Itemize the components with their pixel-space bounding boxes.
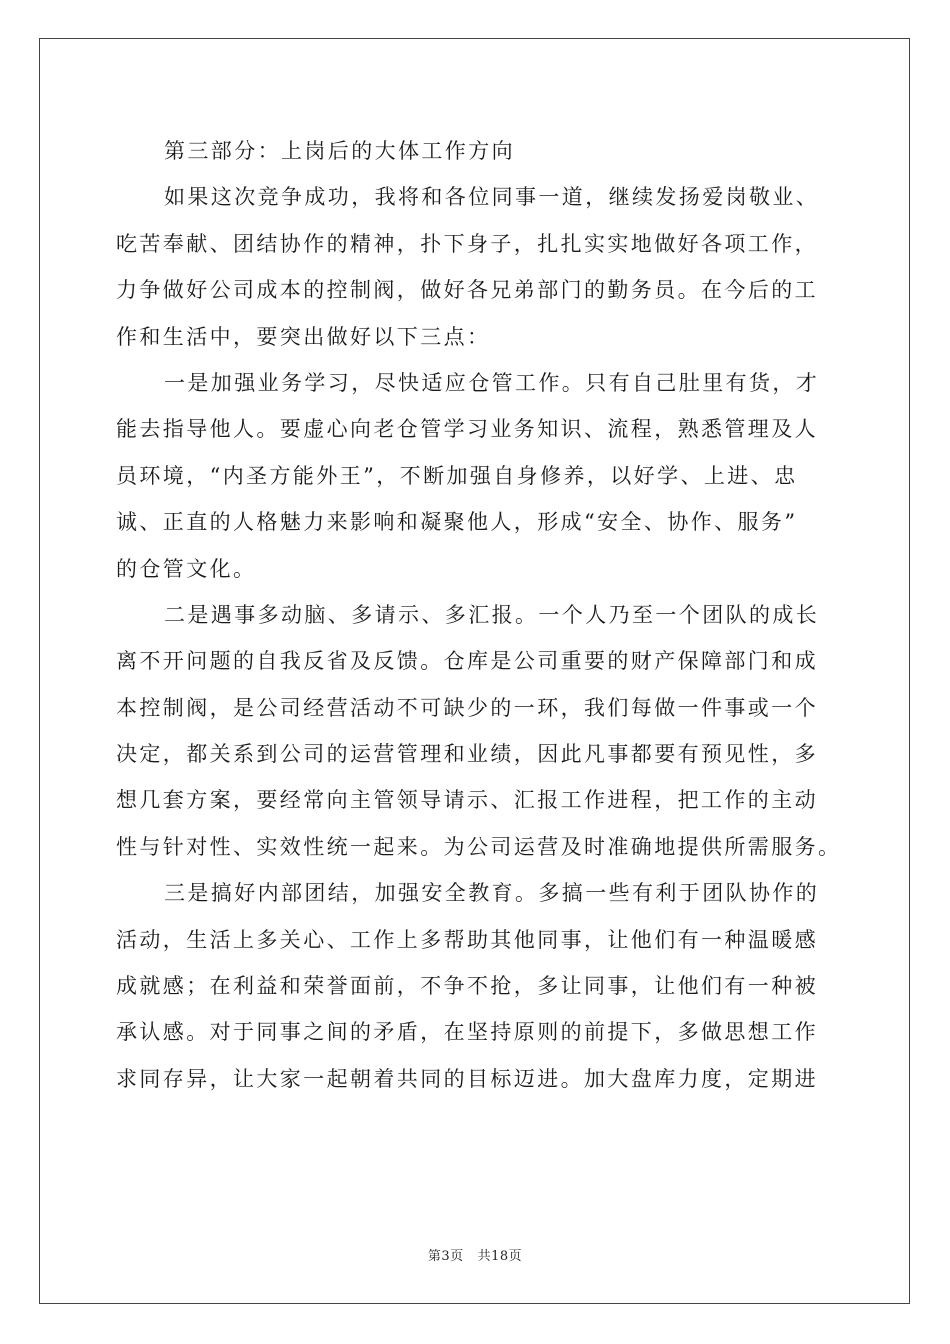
text-line: 的仓管文化。 [116, 556, 257, 581]
text-line: 想几套方案，要经常向主管领导请示、汇报工作进程，把工作的主动 [116, 788, 818, 813]
text-line: 三是搞好内部团结，加强安全教育。多搞一些有利于团队协作的 [164, 881, 820, 906]
text-line: 员环境，“内圣方能外王”，不断加强自身修养，以好学、上进、忠 [116, 463, 798, 488]
text-line: 求同存异，让大家一起朝着共同的目标迈进。加大盘库力度，定期进 [116, 1066, 818, 1091]
text-line: 承认感。对于同事之间的矛盾，在坚持原则的前提下，多做思想工作 [116, 1020, 818, 1045]
page-footer [0, 1245, 950, 1264]
text-line: 决定，都关系到公司的运营管理和业绩，因此凡事都要有预见性，多 [116, 742, 818, 767]
text-line: 离不开问题的自我反省及反馈。仓库是公司重要的财产保障部门和成 [116, 649, 818, 674]
text-line: 二是遇事多动脑、多请示、多汇报。一个人乃至一个团队的成长 [164, 602, 820, 627]
text-line: 性与针对性、实效性统一起来。为公司运营及时准确地提供所需服务。 [116, 834, 842, 859]
page-number: 第3页 [427, 1249, 464, 1264]
text-line: 力争做好公司成本的控制阀，做好各兄弟部门的勤务员。在今后的工 [116, 278, 818, 303]
text-line: 如果这次竞争成功，我将和各位同事一道，继续发扬爱岗敬业、 [164, 185, 820, 210]
text-line: 成就感；在利益和荣誉面前，不争不抢，多让同事，让他们有一种被 [116, 974, 818, 999]
text-line: 活动，生活上多关心、工作上多帮助其他同事，让他们有一种温暖感 [116, 927, 818, 952]
text-line: 作和生活中，要突出做好以下三点： [116, 324, 491, 349]
text-line: 能去指导他人。要虚心向老仓管学习业务知识、流程，熟悉管理及人 [116, 417, 818, 442]
text-line: 本控制阀，是公司经营活动不可缺少的一环，我们每做一件事或一个 [116, 695, 818, 720]
document-body [116, 128, 848, 1102]
text-line: 吃苦奉献、团结协作的精神，扑下身子，扎扎实实地做好各项工作， [116, 231, 818, 256]
page-total: 共18页 [477, 1249, 523, 1264]
text-line: 一是加强业务学习，尽快适应仓管工作。只有自己肚里有货，才 [164, 370, 820, 395]
text-line: 诚、正直的人格魅力来影响和凝聚他人，形成“安全、协作、服务” [116, 510, 798, 535]
text-line: 第三部分：上岗后的大体工作方向 [164, 139, 515, 163]
